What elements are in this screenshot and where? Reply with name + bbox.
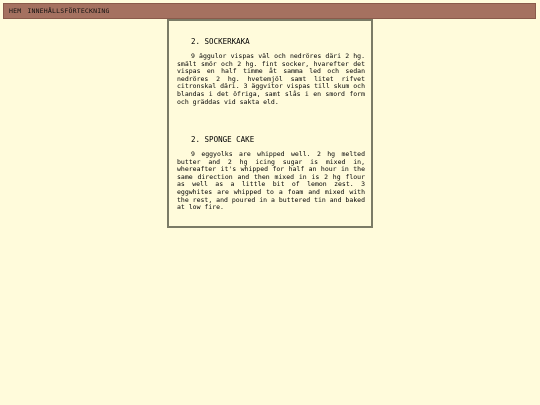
recipe-title-english: 2. SPONGE CAKE xyxy=(191,135,255,144)
recipe-section-swedish xyxy=(177,37,365,106)
top-navigation-bar xyxy=(3,3,536,19)
recipe-title-swedish: 2. SOCKERKAKA xyxy=(191,37,250,46)
recipe-text-swedish: 9 äggulor vispas väl och nedröres däri 2 hg. smält smör och 2 hg. fint socker, hvarefter det vispas en half timme åt samma led och sedan nedröres 2 hg. hvetemjöl samt litet rifvet citronskal däri. 3 äggvitor vispas till skum och blandas i det öfriga, samt slås i en smord form och gräddas vid sakta eld. xyxy=(177,52,365,106)
nav-link-home[interactable]: HEM xyxy=(9,6,22,15)
recipe-page xyxy=(167,19,373,228)
nav-link-table-of-contents[interactable]: INNEHÅLLSFÖRTECKNING xyxy=(27,6,110,15)
recipe-section-english xyxy=(177,135,365,212)
recipe-text-english: 9 eggyolks are whipped well. 2 hg melted butter and 2 hg icing sugar is mixed in, whereafter it's whipped for half an hour in the same direction and then mixed in is 2 hg flour as well as a little bit of lemon zest. 3 eggwhites are whipped to a foam and mixed with the rest, and poured in a buttered tin and baked at low fire. xyxy=(177,150,365,212)
